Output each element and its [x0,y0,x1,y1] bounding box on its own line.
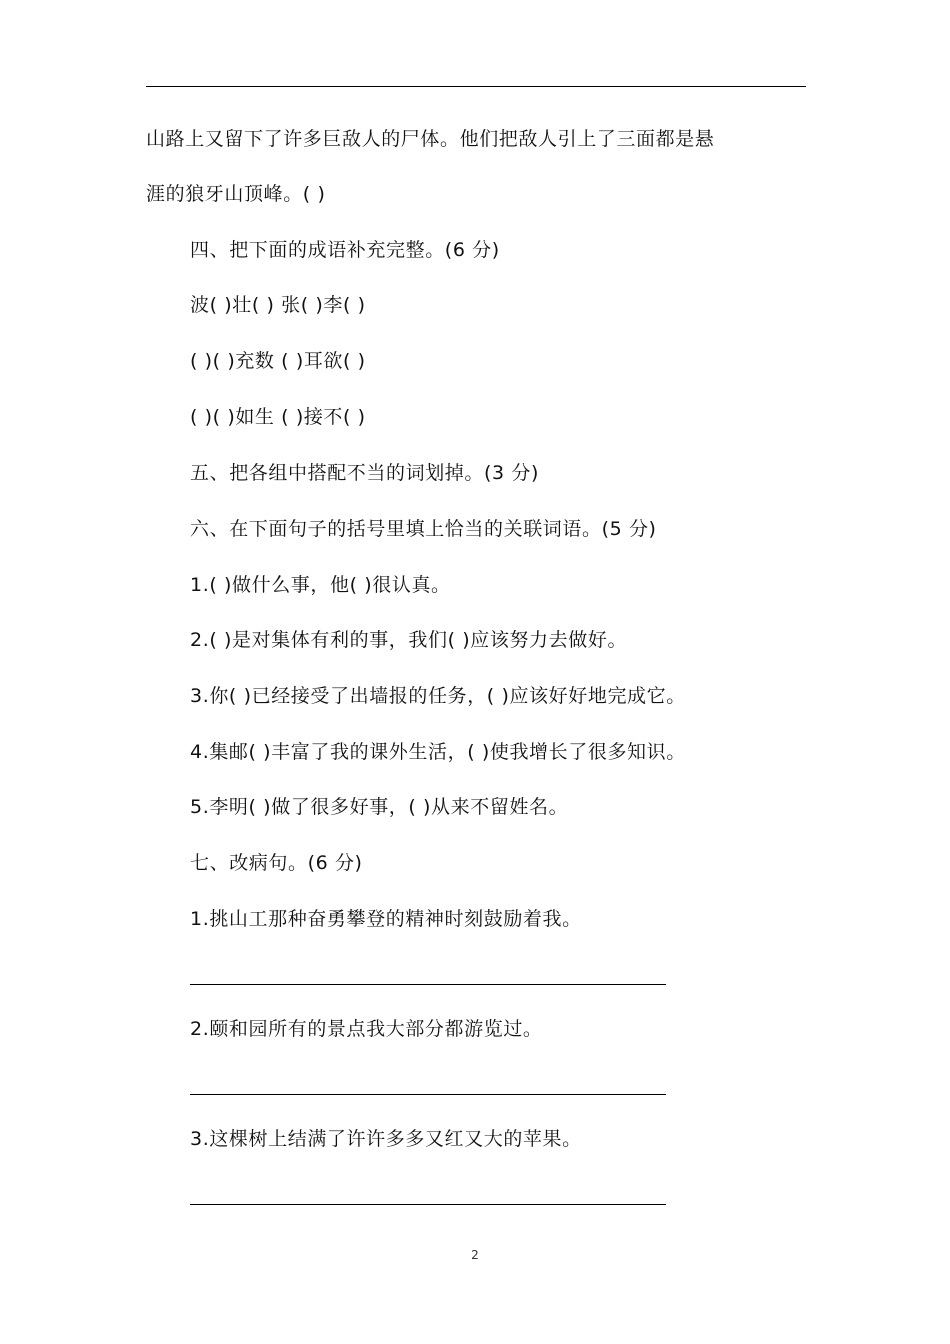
section6-heading: 六、在下面句子的括号里填上恰当的关联词语。(5 分) [190,518,657,540]
passage-line-2: 涯的狼牙山顶峰。( ) [146,183,326,205]
section4-heading: 四、把下面的成语补充完整。(6 分) [190,239,500,261]
idiom-item: ( )( )如生 ( )接不( ) [190,406,366,428]
section5-heading: 五、把各组中搭配不当的词划掉。(3 分) [190,462,539,484]
conjunction-item: 2.( )是对集体有利的事，我们( )应该努力去做好。 [190,629,628,651]
answer-blank-line[interactable] [190,1204,666,1205]
header-rule [146,86,806,87]
passage-line-1: 山路上又留下了许多巨敌人的尸体。他们把敌人引上了三面都是悬 [146,128,715,150]
answer-blank-line[interactable] [190,984,666,985]
conjunction-item: 3.你( )已经接受了出墙报的任务，( )应该好好地完成它。 [190,685,686,707]
conjunction-item: 1.( )做什么事，他( )很认真。 [190,574,451,596]
conjunction-item: 4.集邮( )丰富了我的课外生活，( )使我增长了很多知识。 [190,741,686,763]
conjunction-item: 5.李明( )做了很多好事，( )从来不留姓名。 [190,796,569,818]
faulty-sentence-item: 3.这棵树上结满了许许多多又红又大的苹果。 [190,1128,582,1150]
faulty-sentence-item: 1.挑山工那种奋勇攀登的精神时刻鼓励着我。 [190,908,582,930]
answer-blank-line[interactable] [190,1094,666,1095]
section7-heading: 七、改病句。(6 分) [190,852,363,874]
idiom-item: 波( )壮( ) 张( )李( ) [190,294,366,316]
page-number: 2 [471,1248,479,1262]
idiom-item: ( )( )充数 ( )耳欲( ) [190,350,366,372]
faulty-sentence-item: 2.颐和园所有的景点我大部分都游览过。 [190,1018,543,1040]
